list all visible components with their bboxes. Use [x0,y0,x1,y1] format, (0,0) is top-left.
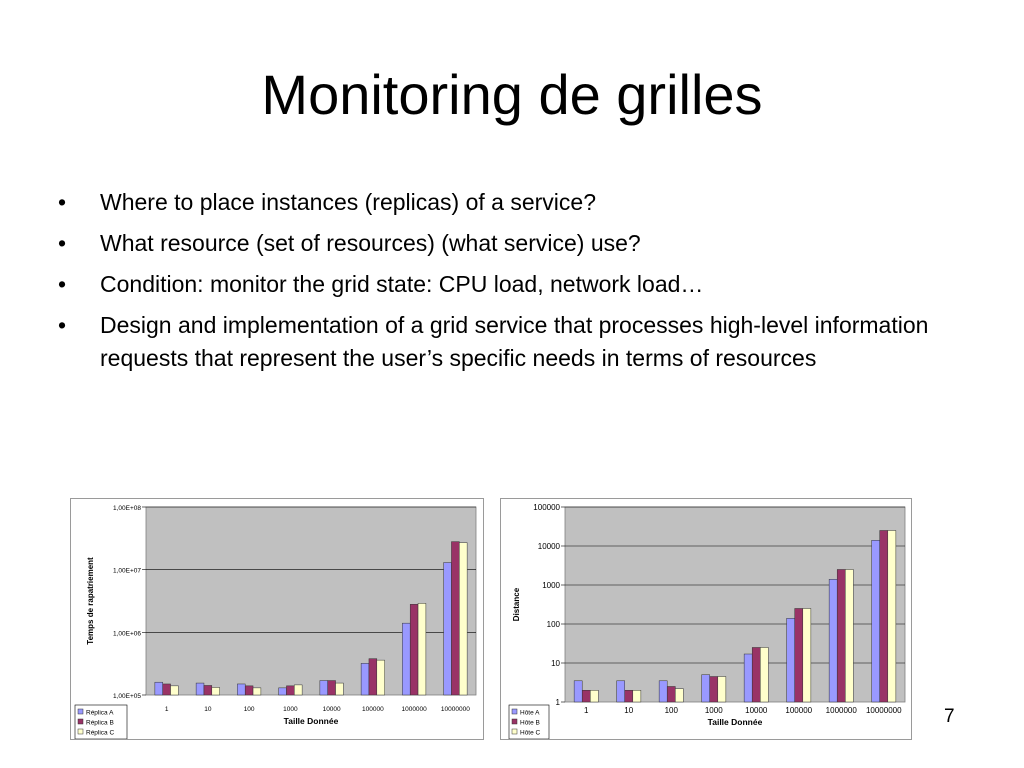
bullet-text: What resource (set of resources) (what service) use? [100,230,641,256]
bar [328,681,336,695]
bar [667,686,675,702]
bar [880,530,888,702]
bar [459,543,467,695]
slide-title: Monitoring de grilles [261,63,763,126]
bar [237,684,245,695]
y-tick-label: 10 [551,659,560,668]
legend-swatch [512,729,517,734]
bar [752,647,760,702]
chart-distance-svg [501,499,911,739]
x-tick-label: 1000000 [401,706,427,713]
bar [279,688,287,695]
bar [718,677,726,702]
bar [245,686,253,695]
bar [659,681,667,702]
legend-label: Réplica A [86,709,114,717]
chart-retrieval-time [70,498,484,740]
x-tick-label: 1000 [704,706,723,715]
bullet-item [58,309,968,375]
x-tick-label: 1 [164,706,169,713]
bullet-item [58,227,968,260]
x-tick-label: 10000000 [440,706,470,713]
y-tick-label: 1000 [542,581,560,590]
bar [320,681,328,695]
bar [829,579,837,702]
legend-swatch [512,709,517,714]
bullet-item [58,268,968,301]
y-tick-label: 100 [546,620,560,629]
legend-label: Hôte C [520,729,541,737]
bar [787,618,795,702]
legend-label: Hôte B [520,719,540,727]
bar [617,681,625,702]
bullet-item [58,186,968,219]
bar [196,683,204,695]
x-tick-label: 10000000 [865,706,902,715]
bullet-text: Design and implementation of a grid service that processes high-level information requests that represent the user’s specific needs in terms of resources [100,312,929,371]
bullet-marker: • [58,271,67,297]
x-tick-label: 100 [664,706,678,715]
legend-swatch [512,719,517,724]
y-tick-label: 1,00E+08 [112,505,141,512]
y-tick-label: 1 [555,698,560,707]
bullet-marker: • [58,189,67,215]
bullet-text: Where to place instances (replicas) of a service? [100,189,596,215]
bullet-marker: • [58,230,67,256]
x-tick-label: 10 [204,706,212,713]
bar [803,608,811,702]
y-axis-label: Distance [512,587,521,622]
plot-area [565,507,905,702]
bar [361,663,369,695]
bar [402,623,410,695]
legend-label: Réplica B [86,719,114,727]
bar [163,684,171,695]
x-tick-label: 1000 [283,706,298,713]
x-tick-label: 100000 [362,706,384,713]
chart-retrieval-time-svg [71,499,483,739]
legend-swatch [78,719,83,724]
bar [590,690,598,702]
legend-swatch [78,709,83,714]
bar [212,687,220,695]
x-tick-label: 100 [243,706,255,713]
bar [633,690,641,702]
x-tick-label: 100000 [785,706,813,715]
bar [418,603,426,695]
x-tick-label: 10000 [745,706,768,715]
y-tick-label: 1,00E+05 [112,693,141,700]
x-tick-label: 1000000 [825,706,857,715]
bar [837,569,845,702]
bar [845,569,853,702]
plot-area [146,507,476,695]
bar [369,659,377,695]
bar [444,563,452,695]
legend-swatch [78,729,83,734]
y-tick-label: 10000 [537,542,560,551]
bar [675,689,683,702]
bar [760,647,768,702]
bar [888,530,896,702]
bar [286,686,294,695]
y-tick-label: 100000 [533,503,560,512]
bar [253,688,261,695]
bar [294,685,302,695]
bar [710,677,718,702]
x-tick-label: 10000 [322,706,341,713]
bar [155,682,163,695]
bar [582,690,590,702]
bar [410,604,418,695]
x-tick-label: 10 [624,706,634,715]
page-number: 7 [944,706,955,727]
legend-label: Hôte A [520,709,540,717]
chart-distance [500,498,912,740]
bullet-text: Condition: monitor the grid state: CPU load, network load… [100,271,704,297]
bar [336,683,344,695]
legend-label: Réplica C [86,729,115,737]
bar [377,660,385,695]
x-axis-label: Taille Donnée [283,716,339,726]
bar [744,654,752,702]
y-tick-label: 1,00E+07 [112,567,141,575]
bar [795,608,803,702]
bar [574,681,582,702]
x-axis-label: Taille Donnée [707,717,763,727]
bullet-list [58,186,968,383]
x-tick-label: 1 [584,706,589,715]
bullet-marker: • [58,312,67,338]
bar [702,675,710,702]
y-axis-label: Temps de rapatriement [86,557,95,645]
bar [451,542,459,695]
y-tick-label: 1,00E+06 [112,630,141,638]
bar [204,685,212,695]
bar [625,690,633,702]
bar [171,686,179,695]
bar [872,540,880,702]
